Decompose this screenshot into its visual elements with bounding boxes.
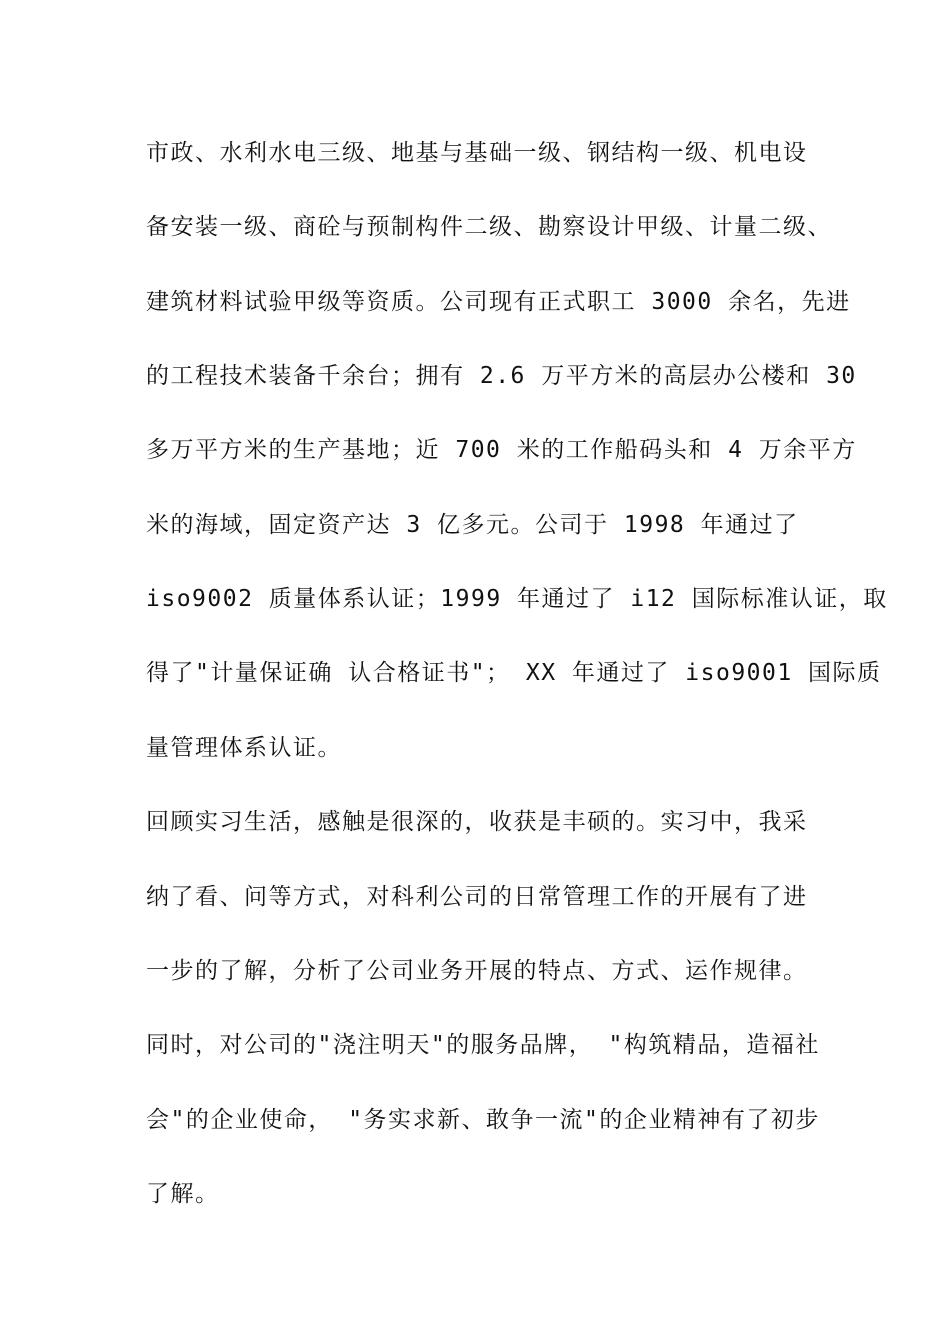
text-line: 得了"计量保证确 认合格证书"； XX 年通过了 iso9001 国际质 xyxy=(146,660,882,686)
text-line: 会"的企业使命， "务实求新、敢争一流"的企业精神有了初步 xyxy=(146,1107,820,1133)
text-line: 备安装一级、商砼与预制构件二级、勘察设计甲级、计量二级、 xyxy=(146,214,832,240)
text-line: 的工程技术装备千余台；拥有 2.6 万平方米的高层办公楼和 30 xyxy=(146,363,857,389)
text-line: 了解。 xyxy=(146,1181,220,1207)
text-line: 多万平方米的生产基地；近 700 米的工作船码头和 4 万余平方 xyxy=(146,437,857,463)
text-line: 建筑材料试验甲级等资质。公司现有正式职工 3000 余名，先进 xyxy=(146,289,851,315)
text-line: 纳了看、问等方式，对科利公司的日常管理工作的开展有了进 xyxy=(146,884,808,910)
text-line: 量管理体系认证。 xyxy=(146,735,342,761)
text-line: 一步的了解，分析了公司业务开展的特点、方式、运作规律。 xyxy=(146,958,808,984)
text-line: 同时，对公司的"浇注明天"的服务品牌， "构筑精品，造福社 xyxy=(146,1032,820,1058)
text-line: 回顾实习生活，感触是很深的，收获是丰硕的。实习中，我采 xyxy=(146,809,808,835)
text-line: 米的海域，固定资产达 3 亿多元。公司于 1998 年通过了 xyxy=(146,512,799,538)
text-line: 市政、水利水电三级、地基与基础一级、钢结构一级、机电设 xyxy=(146,140,808,166)
text-line: iso9002 质量体系认证；1999 年通过了 i12 国际标准认证，取 xyxy=(146,586,888,612)
